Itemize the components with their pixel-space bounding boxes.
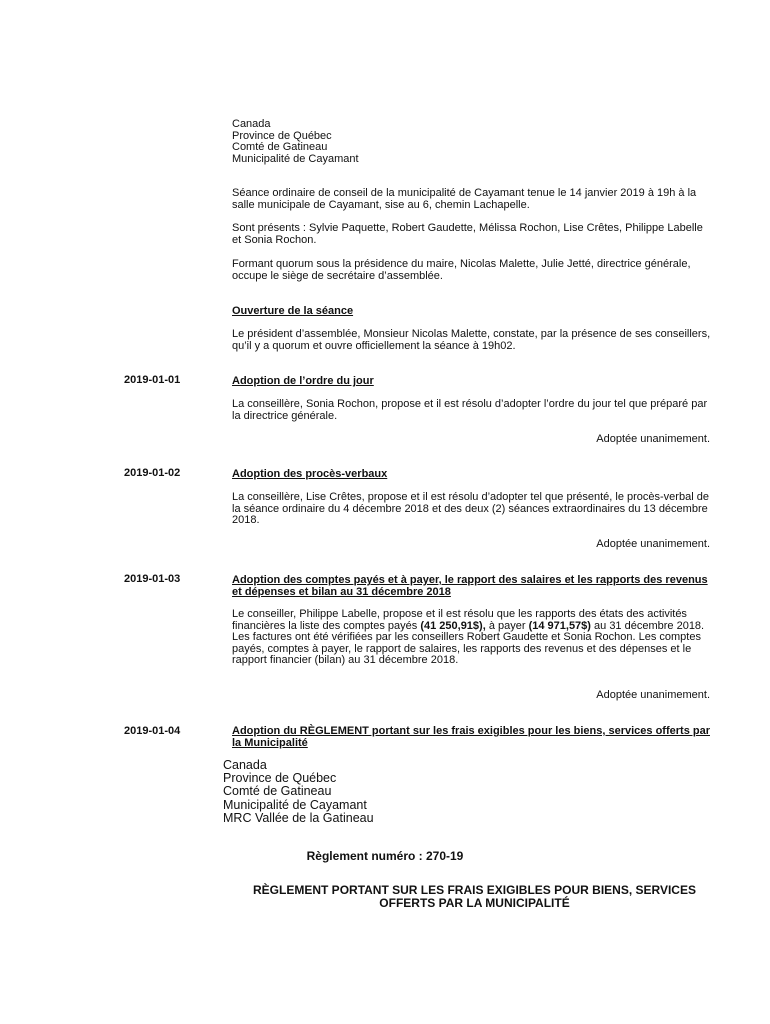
address-line: Municipalité de Cayamant [232,152,359,165]
text-part: au 31 décembre 2018. Les factures ont été vérifiées par les conseillers Robert Gaudette et Sonia Rochon. Les comptes payés, comptes à payer, le rapport de salaires, les rapports des revenus et des dépenses et le rapport financier (bilan) au 31 décembre 2018. [232,619,705,667]
address-line: MRC Vallée de la Gatineau [223,810,374,825]
resolution-number: 2019-01-01 [124,374,181,386]
reglement-address [223,759,374,825]
header-address [232,119,359,165]
resolution-number: 2019-01-04 [124,725,181,737]
address-line: Comté de Gatineau [223,784,332,799]
address-line: Comté de Gatineau [232,141,328,154]
address-line: Province de Québec [223,771,337,786]
amount-paid: (41 250,91$), [420,619,486,632]
resolution-title: Adoption du RÈGLEMENT portant sur les frais exigibles pour les biens, services offerts par la Municipalité [232,725,710,749]
seance-paragraph: Séance ordinaire de conseil de la municipalité de Cayamant tenue le 14 janvier 2019 à 19h à la salle municipale de Cayamant, sise au 6, chemin Lachapelle. [232,187,697,211]
resolution-title: Adoption des procès-verbaux [232,468,388,480]
ouverture-heading: Ouverture de la séance [232,305,354,317]
address-line: Canada [232,118,271,130]
ouverture-paragraph: Le président d’assemblée, Monsieur Nicolas Malette, constate, par la présence de ses conseillers, qu’il y a quorum et ouvre officiellement la séance à 19h02. [232,328,711,352]
text-part: à payer [485,619,529,632]
amount-to-pay: (14 971,57$) [528,619,591,632]
presents-paragraph: Sont présents : Sylvie Paquette, Robert Gaudette, Mélissa Rochon, Lise Crêtes, Philippe Labelle et Sonia Rochon. [232,222,703,246]
address-line: Municipalité de Cayamant [223,797,367,812]
resolution-number: 2019-01-02 [124,467,181,479]
resolution-title: Adoption des comptes payés et à payer, le rapport des salaires et les rapports des revenus et dépenses et bilan au 31 décembre 2018 [232,574,708,598]
adopted-note: Adoptée unanimement. [596,433,710,445]
adopted-note: Adoptée unanimement. [596,538,710,550]
text-part: Le conseiller, Philippe Labelle, propose et il est résolu que les rapports des états des activités financières la liste des comptes payés [232,608,687,632]
reglement-title: RÈGLEMENT PORTANT SUR LES FRAIS EXIGIBLES POUR BIENS, SERVICES OFFERTS PAR LA MUNICIPALITÉ [253,883,696,910]
address-line: Canada [223,758,267,772]
adopted-note: Adoptée unanimement. [596,689,710,701]
reglement-number: Règlement numéro : 270-19 [306,849,464,863]
address-line: Province de Québec [232,129,332,142]
resolution-text: La conseillère, Lise Crêtes, propose et il est résolu d’adopter tel que présenté, le procès-verbal de la séance ordinaire du 4 décembre 2018 et des deux (2) séances extraordinaires du 13 décembre 2018. [232,491,709,527]
resolution-text [232,609,715,667]
quorum-paragraph: Formant quorum sous la présidence du maire, Nicolas Malette, Julie Jetté, directrice générale, occupe le siège de secrétaire d’assemblée. [232,258,691,282]
resolution-text: La conseillère, Sonia Rochon, propose et il est résolu d’adopter l’ordre du jour tel que préparé par la directrice générale. [232,398,708,422]
resolution-title: Adoption de l’ordre du jour [232,375,374,387]
resolution-number: 2019-01-03 [124,573,181,585]
